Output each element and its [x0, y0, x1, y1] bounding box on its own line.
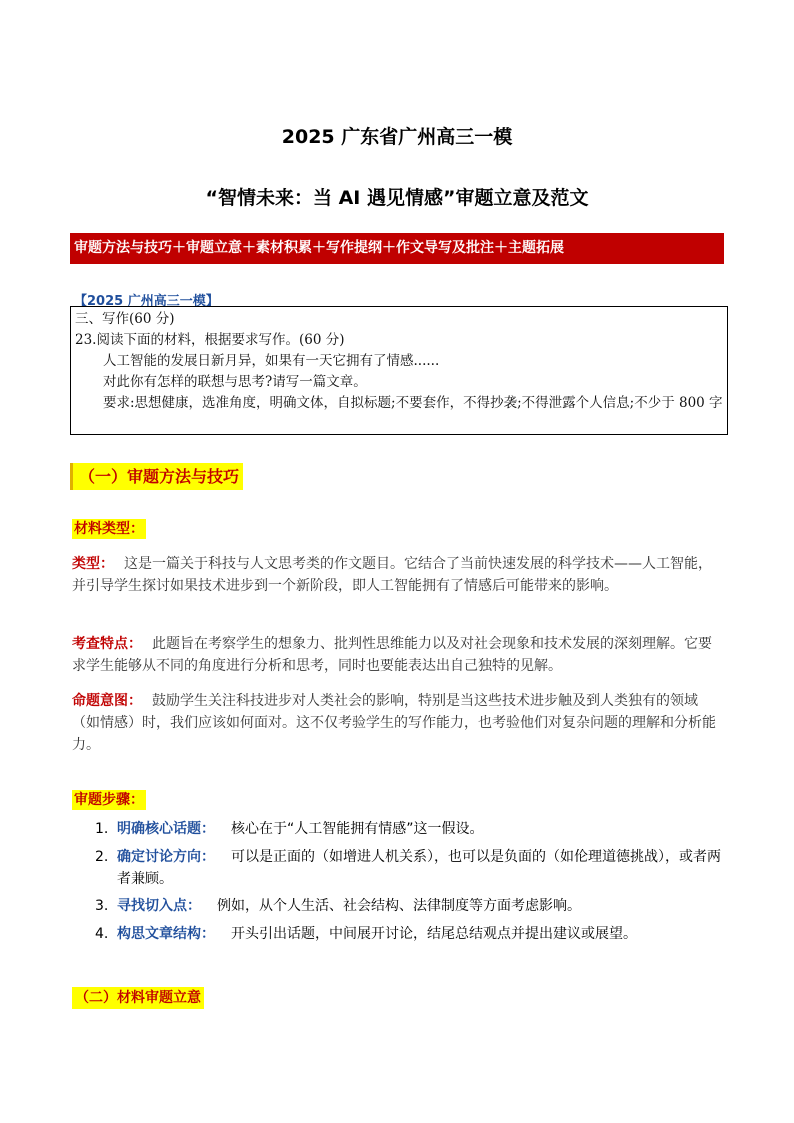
step-number: 1. — [95, 821, 109, 837]
feature-text: 此题旨在考察学生的想象力、批判性思维能力以及对社会现象和技术发展的深刻理解。它要求学生能够从不同的角度进行分析和思考，同时也要能表达出自己独特的见解。 — [72, 636, 712, 674]
document-subtitle: “智情未来：当 AI 遇见情感”审题立意及范文 — [205, 187, 589, 209]
type-text: 这是一篇关于科技与人文思考类的作文题目。它结合了当前快速发展的科学技术——人工智能，并引导学生探讨如果技术进步到一个新阶段，即人工智能拥有了情感后可能带来的影响。 — [72, 556, 712, 594]
prompt-requirements-text: 要求:思想健康，选准角度，明确文体，自拟标题;不要套作，不得抄袭;不得泄露个人信息;不少于 800 字 — [103, 395, 723, 411]
prompt-line-material: 人工智能的发展日新月异，如果有一天它拥有了情感...... — [103, 353, 440, 369]
prompt-line-section: 三、写作(60 分) — [75, 311, 175, 327]
step-number: 4. — [95, 926, 109, 942]
intent-paragraph — [72, 690, 724, 756]
step-number: 3. — [95, 898, 109, 914]
step-item — [95, 818, 725, 840]
step-label: 寻找切入点： — [117, 898, 201, 914]
intent-text: 鼓励学生关注科技进步对人类社会的影响，特别是当这些技术进步触及到人类独有的领域（如情感）时，我们应该如何面对。这不仅考验学生的写作能力，也考验他们对复杂问题的理解和分析能力。 — [72, 693, 716, 753]
material-type-heading: 材料类型： — [74, 521, 144, 537]
step-label: 确定讨论方向： — [117, 849, 215, 865]
step-text: 例如，从个人生活、社会结构、法律制度等方面考虑影响。 — [217, 898, 581, 914]
exam-tag: 【2025 广州高三一模】 — [74, 294, 219, 309]
step-item — [95, 923, 725, 945]
step-text: 开头引出话题，中间展开讨论，结尾总结观点并提出建议或展望。 — [231, 926, 637, 942]
step-text: 核心在于“人工智能拥有情感”这一假设。 — [231, 821, 484, 837]
section-heading-1: （一）审题方法与技巧 — [70, 463, 243, 490]
section-heading-2: （二）材料审题立意 — [72, 987, 204, 1009]
step-label: 明确核心话题： — [117, 821, 215, 837]
type-label: 类型： — [72, 556, 114, 572]
prompt-line-requirements — [75, 393, 723, 414]
step-label: 构思文章结构： — [117, 926, 215, 942]
feature-label: 考查特点： — [72, 636, 142, 652]
step-number: 2. — [95, 849, 109, 865]
step-item — [95, 895, 725, 917]
feature-paragraph — [72, 633, 724, 677]
prompt-line-question: 23.阅读下面的材料，根据要求写作。(60 分) — [75, 332, 345, 348]
prompt-line-task: 对此你有怎样的联想与思考?请写一篇文章。 — [103, 374, 367, 390]
steps-heading: 审题步骤： — [74, 792, 144, 808]
writing-prompt-box — [70, 306, 728, 435]
document-title: 2025 广东省广州高三一模 — [281, 126, 513, 148]
intent-label: 命题意图： — [72, 693, 142, 709]
type-paragraph — [72, 553, 724, 597]
step-text: 可以是正面的（如增进人机关系），也可以是负面的（如伦理道德挑战），或者两者兼顾。 — [117, 849, 721, 887]
step-item — [95, 846, 725, 890]
contents-banner: 审题方法与技巧＋审题立意＋素材积累＋写作提纲＋作文导写及批注＋主题拓展 — [70, 233, 724, 264]
